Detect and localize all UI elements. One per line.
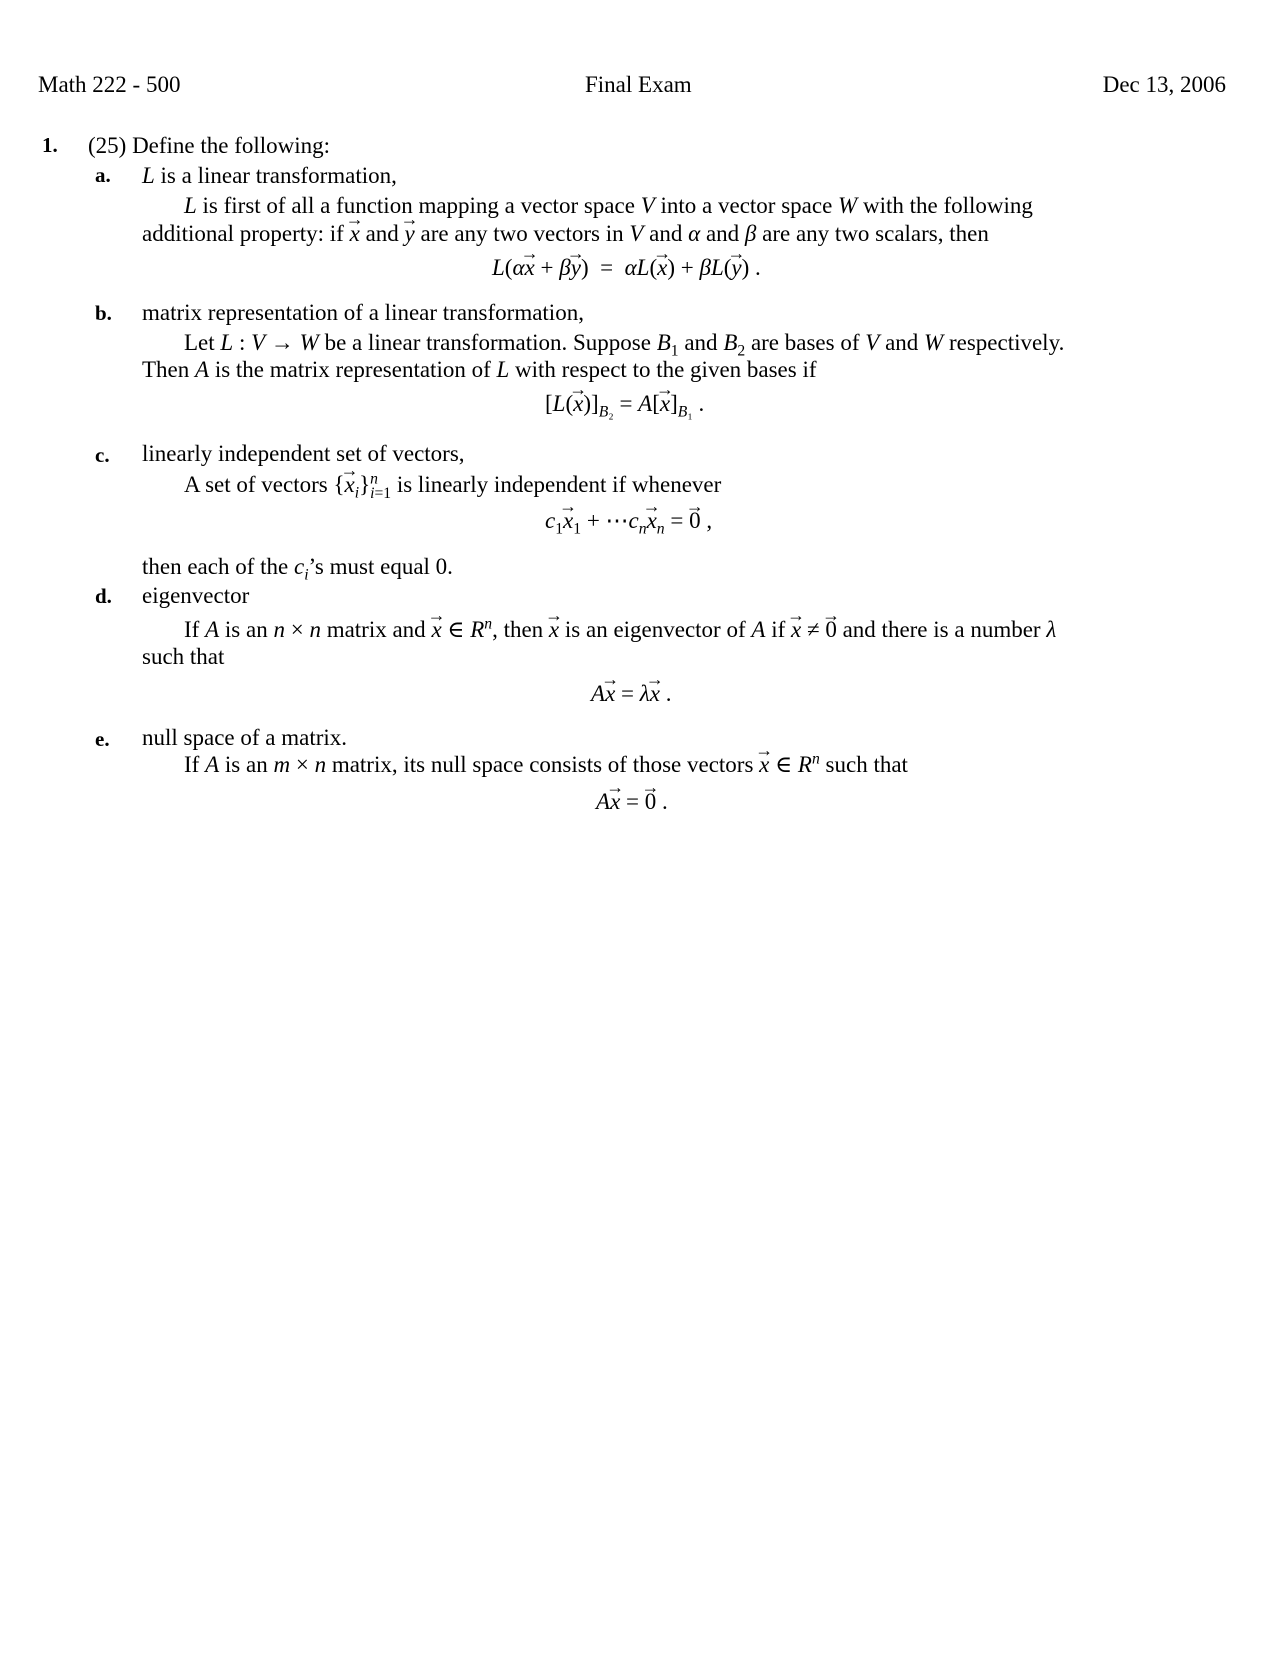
part-label: c. [95,443,110,467]
part-title: null space of a matrix. [142,725,348,750]
part-label: d. [95,584,112,608]
part-label: b. [95,301,112,325]
independence-equation: $c_1\to x_1$ + $\cdots c_n\to x_n$ = → 0 , [545,509,712,532]
exam-title: Final Exam [585,72,692,97]
linearity-equation: L(α→ x + β→ y) = αL(→ x) + βL(→ y) . [492,256,761,279]
problem-number: 1. [42,133,58,157]
part-title: eigenvector [142,583,250,608]
problem-intro: (25) Define the following: [88,133,331,158]
part-title: matrix representation of a linear transformation, [142,300,584,325]
definition-line: If A is an m × n matrix, its null space consists of those vectors → x ∈ $R^n$ such that [184,753,908,776]
definition-line: then each of the $c_i’s$ must equal 0. [142,554,453,584]
part-label: a. [95,163,111,187]
part-label: e. [95,727,110,751]
definition-line: Then A is the matrix representation of L with respect to the given bases if [142,357,817,382]
matrix-representation-equation: $[L(\to x)]_{B_2} = A[\to x]_{B_1}$ . [545,392,704,415]
definition-line: additional property: if → x and → y are any two vectors in V and α and β are any two scalars, then [142,222,989,245]
definition-line: such that [142,644,225,669]
definition-line: If A is an n × n matrix and → x ∈ $R^n$, then → x is an eigenvector of A if → x ≠ → 0 and there is a number λ [184,618,1056,641]
part-title: linearly independent set of vectors, [142,441,465,466]
definition-line: L is first of all a function mapping a vector space V into a vector space W with the following [184,193,1033,218]
definition-line: Let L : V → W be a linear transformation. Suppose $B_1$ and $B_2$ are bases of V and W respectively. [184,330,1065,360]
null-space-equation: A→ x = → 0 . [596,790,668,813]
eigenvector-equation: A→ x = λ→ x . [591,682,671,705]
part-title: L is a linear transformation, [142,163,397,188]
exam-date: Dec 13, 2006 [1102,72,1226,97]
definition-line: A set of vectors {→ $x_i\}^n_{i=1}$ is linearly independent if whenever [184,473,721,496]
course-title: Math 222 - 500 [38,72,181,97]
